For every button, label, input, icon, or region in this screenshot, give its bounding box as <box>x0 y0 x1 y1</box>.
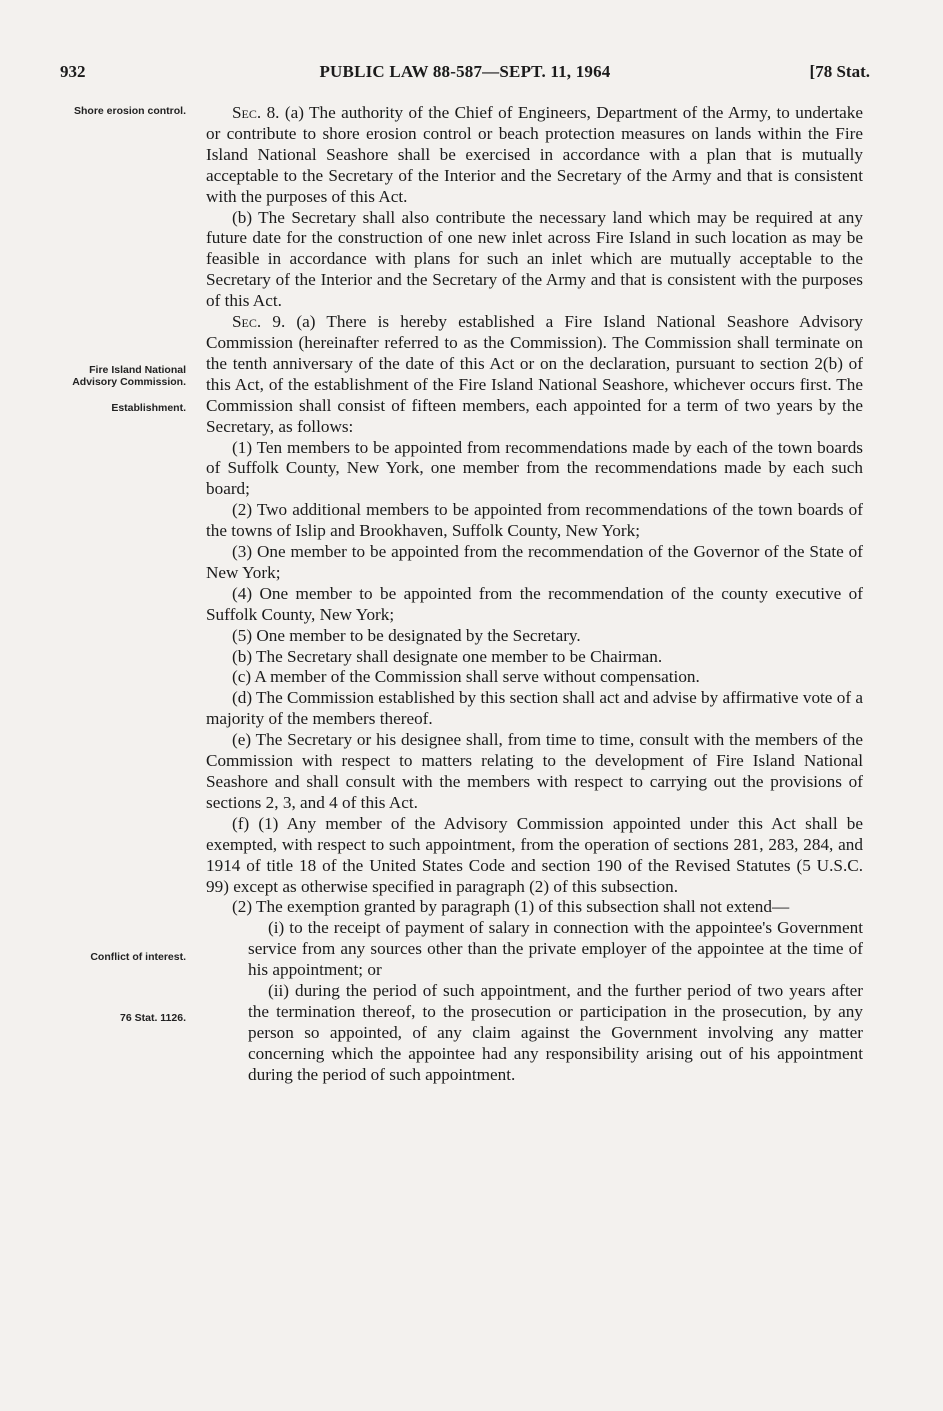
section-9-a-4: (4) One member to be appointed from the recommendation of the county executive of Suffolk County, New York; <box>206 583 863 624</box>
page-number: 932 <box>60 62 86 81</box>
document-body <box>206 103 863 1086</box>
margin-note-establishment: Establishment. <box>111 402 186 414</box>
section-9-a <box>206 312 863 437</box>
section-9-f-2-i: (i) to the receipt of payment of salary in connection with the appointee's Government service from any sources other than the private employer of the appointee at the time of his appointment; or <box>248 918 863 980</box>
section-9-a-5: (5) One member to be designated by the Secretary. <box>232 625 581 645</box>
section-9-d: (d) The Commission established by this section shall act and advise by affirmative vote of a majority of the members thereof. <box>206 688 863 729</box>
section-9-a-text: (a) There is hereby established a Fire Island National Seashore Advisory Commission (hereinafter referred to as the Commission). The Commission shall terminate on the tenth anniversary of the date of this Act or on the declaration, pursuant to section 2(b) of this Act, of the establishment of the Fire Island National Seashore, whichever occurs first. The Commission shall consist of fifteen members, each appointed for a term of two years by the Secretary, as follows: <box>206 312 864 436</box>
running-title: PUBLIC LAW 88-587—SEPT. 11, 1964 <box>319 62 611 81</box>
section-9-f-2-ii: (ii) during the period of such appointment, and the further period of two years after the termination thereof, to the prosecution or participation in the prosecution, by any person so appointed, of any claim against the Government involving any matter concerning which the appointee had any responsibility arising out of his appointment during the period of such appointment. <box>248 981 863 1084</box>
section-9-b: (b) The Secretary shall designate one member to be Chairman. <box>232 646 663 666</box>
page-header <box>60 62 870 86</box>
section-9-a-1: (1) Ten members to be appointed from recommendations made by each of the town boards of Suffolk County, New York, one member from the recommendations made by each such board; <box>206 437 863 499</box>
section-9-f-1: (f) (1) Any member of the Advisory Commission appointed under this Act shall be exempted, with respect to such appointment, from the operation of sections 281, 283, 284, and 1914 of title 18 of the United States Code and section 190 of the Revised Statutes (5 U.S.C. 99) except as otherwise specified in paragraph (2) of this subsection. <box>206 813 863 896</box>
section-9-a-2: (2) Two additional members to be appointed from recommendations of the town boards of the towns of Islip and Brookhaven, Suffolk County, New York; <box>206 500 863 541</box>
section-9-a-3: (3) One member to be appointed from the recommendation of the Governor of the State of New York; <box>206 542 863 582</box>
section-9-f-2: (2) The exemption granted by paragraph (1) of this subsection shall not extend— <box>232 897 790 917</box>
section-8-a-text: (a) The authority of the Chief of Engineers, Department of the Army, to undertake or contribute to shore erosion control or beach protection measures on lands within the Fire Island National Seashore shall be exercised in accordance with a plan that is mutually acceptable to the Secretary of the Interior and the Secretary of the Army and that is consistent with the purposes of this Act. <box>206 103 863 206</box>
section-9-label: Sec. 9. <box>232 312 286 332</box>
section-9-e: (e) The Secretary or his designee shall, from time to time, consult with the members of the Commission with respect to matters relating to the development of Fire Island National Seashore and shall consult with the members with respect to carrying out the provisions of sections 2, 3, and 4 of this Act. <box>206 730 863 812</box>
section-9-c: (c) A member of the Commission shall serve without compensation. <box>232 667 700 687</box>
statute-citation: [78 Stat. <box>809 62 870 81</box>
margin-note-conflict-of-interest: Conflict of interest. <box>90 951 186 963</box>
section-8-b: (b) The Secretary shall also contribute the necessary land which may be required at any future date for the construction of one new inlet across Fire Island in such location as may be feasible in accordance with plans for such an inlet which are mutually acceptable to the Secretary of the Interior and the Secretary of the Army and that is consistent with the purposes of this Act. <box>206 207 863 311</box>
section-8-a <box>206 103 863 208</box>
margin-note-stat-reference: 76 Stat. 1126. <box>120 1012 186 1024</box>
margin-note-shore-erosion: Shore erosion control. <box>73 105 186 117</box>
section-8-label: Sec. 8. <box>232 103 280 122</box>
margin-note-advisory-commission: Fire Island National Advisory Commission. <box>72 364 186 388</box>
